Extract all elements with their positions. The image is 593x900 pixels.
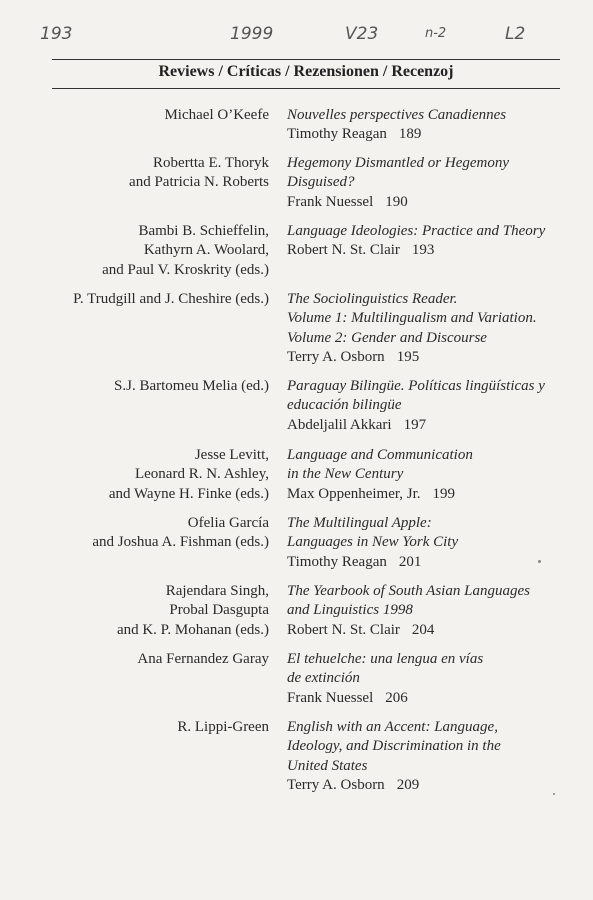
reviewer-line (287, 776, 587, 795)
work-title-line: United States (287, 757, 368, 774)
review-authors (9, 154, 269, 193)
reviewer-name: Abdeljalil Akkari (287, 416, 392, 433)
work-title-line: in the New Century (287, 466, 404, 483)
review-authors (9, 106, 269, 125)
reviewed-work (287, 582, 587, 640)
reviewer-name: Terry A. Osborn (287, 777, 385, 794)
page-number: 195 (396, 349, 420, 366)
reviewed-work (287, 222, 587, 261)
work-title-line: The Sociolinguistics Reader. (287, 291, 458, 307)
page-number: 206 (385, 689, 408, 706)
review-authors (9, 650, 269, 669)
reviewer-name: Terry A. Osborn (287, 349, 385, 366)
author-line: and Wayne H. Finke (eds.) (108, 485, 269, 502)
reviewed-work (287, 290, 587, 368)
reviewer-line (287, 193, 587, 212)
work-title-line: English with an Accent: Language, (287, 719, 498, 735)
section-heading: Reviews / Críticas / Rezensionen / Recenzoj (158, 63, 454, 80)
handwritten-notes (0, 18, 593, 48)
top-rule (52, 59, 560, 60)
reviewer-line (287, 689, 587, 708)
author-line: Robertta E. Thoryk (153, 155, 269, 171)
author-line: Bambi B. Schieffelin, (138, 223, 269, 239)
reviewer-name: Frank Nuessel (287, 193, 374, 210)
reviewer-line (287, 348, 587, 367)
reviewed-work (287, 154, 587, 212)
author-line: Leonard R. N. Ashley, (134, 466, 269, 483)
page-number: 190 (385, 193, 408, 210)
work-title-line: Disguised? (287, 174, 355, 191)
work-title-line: Hegemony Dismantled or Hegemony (287, 155, 510, 171)
author-line: Kathyrn A. Woolard, (143, 242, 269, 259)
page-number: 189 (398, 126, 422, 143)
author-line: Ofelia García (187, 515, 269, 531)
reviewer-name: Robert N. St. Clair (287, 242, 400, 259)
reviewer-line (287, 621, 587, 640)
author-line: and Patricia N. Roberts (129, 174, 269, 191)
review-authors (9, 514, 269, 553)
review-authors (9, 377, 269, 396)
reviewer-name: Timothy Reagan (287, 126, 387, 143)
page-number: 193 (411, 242, 435, 259)
work-title-line: Language and Communication (287, 447, 473, 463)
paper-speck (553, 793, 555, 795)
reviewer-line (287, 485, 587, 504)
work-title-line: and Linguistics 1998 (287, 602, 413, 619)
reviewed-work (287, 377, 587, 435)
author-line: P. Trudgill and J. Cheshire (eds.) (73, 291, 269, 307)
work-title-line: educación bilingüe (287, 397, 402, 414)
reviewed-work (287, 514, 587, 572)
work-title-line: Volume 1: Multilingualism and Variation. (287, 310, 537, 327)
work-title-line: de extinción (287, 670, 360, 687)
handwritten-note: V23 (345, 24, 379, 44)
handwritten-note: L2 (505, 24, 526, 44)
reviewer-line (287, 241, 587, 260)
review-authors (9, 222, 269, 280)
work-title-line: Volume 2: Gender and Discourse (287, 329, 487, 346)
reviewer-line (287, 125, 587, 144)
handwritten-note: n-2 (425, 26, 447, 41)
reviewed-work (287, 718, 587, 796)
reviewed-work (287, 106, 587, 145)
author-line: Ana Fernandez Garay (137, 651, 269, 667)
review-authors (9, 582, 269, 640)
author-line: and K. P. Mohanan (eds.) (116, 621, 269, 638)
reviewed-work (287, 446, 587, 504)
work-title-line: Languages in New York City (287, 534, 459, 551)
work-title-line: The Yearbook of South Asian Languages (287, 583, 530, 599)
reviewer-line (287, 416, 587, 435)
review-authors (9, 290, 269, 309)
reviewer-name: Frank Nuessel (287, 689, 374, 706)
paper-speck (538, 560, 541, 563)
reviewer-name: Max Oppenheimer, Jr. (287, 485, 421, 502)
review-authors (9, 446, 269, 504)
author-line: and Paul V. Kroskrity (eds.) (102, 261, 269, 278)
reviewer-name: Timothy Reagan (287, 553, 387, 570)
author-line: R. Lippi-Green (177, 719, 269, 735)
reviewer-name: Robert N. St. Clair (287, 621, 400, 638)
work-title-line: Ideology, and Discrimination in the (287, 738, 501, 755)
work-title-line: The Multilingual Apple: (287, 515, 432, 531)
work-title-line: El tehuelche: una lengua en vías (287, 651, 484, 667)
reviewer-line (287, 553, 587, 572)
work-title-line: Language Ideologies: Practice and Theory (287, 223, 546, 239)
author-line: Probal Dasgupta (169, 602, 269, 619)
author-line: and Joshua A. Fishman (eds.) (92, 534, 269, 551)
page-number: 204 (411, 621, 435, 638)
page-number: 199 (432, 485, 456, 502)
page-number: 209 (396, 777, 420, 794)
page-number: 201 (398, 553, 422, 570)
author-line: S.J. Bartomeu Melia (ed.) (114, 378, 269, 394)
reviewed-work (287, 650, 587, 708)
handwritten-note: 1999 (230, 24, 274, 44)
handwritten-note: 193 (40, 24, 73, 44)
page-number: 197 (403, 416, 427, 433)
review-authors (9, 718, 269, 737)
author-line: Rajendara Singh, (165, 583, 269, 599)
heading-rule (52, 88, 560, 89)
author-line: Michael O’Keefe (164, 107, 269, 123)
work-title-line: Paraguay Bilingüe. Políticas lingüísticas y (287, 378, 545, 394)
work-title-line: Nouvelles perspectives Canadiennes (287, 107, 507, 123)
author-line: Jesse Levitt, (194, 447, 269, 463)
